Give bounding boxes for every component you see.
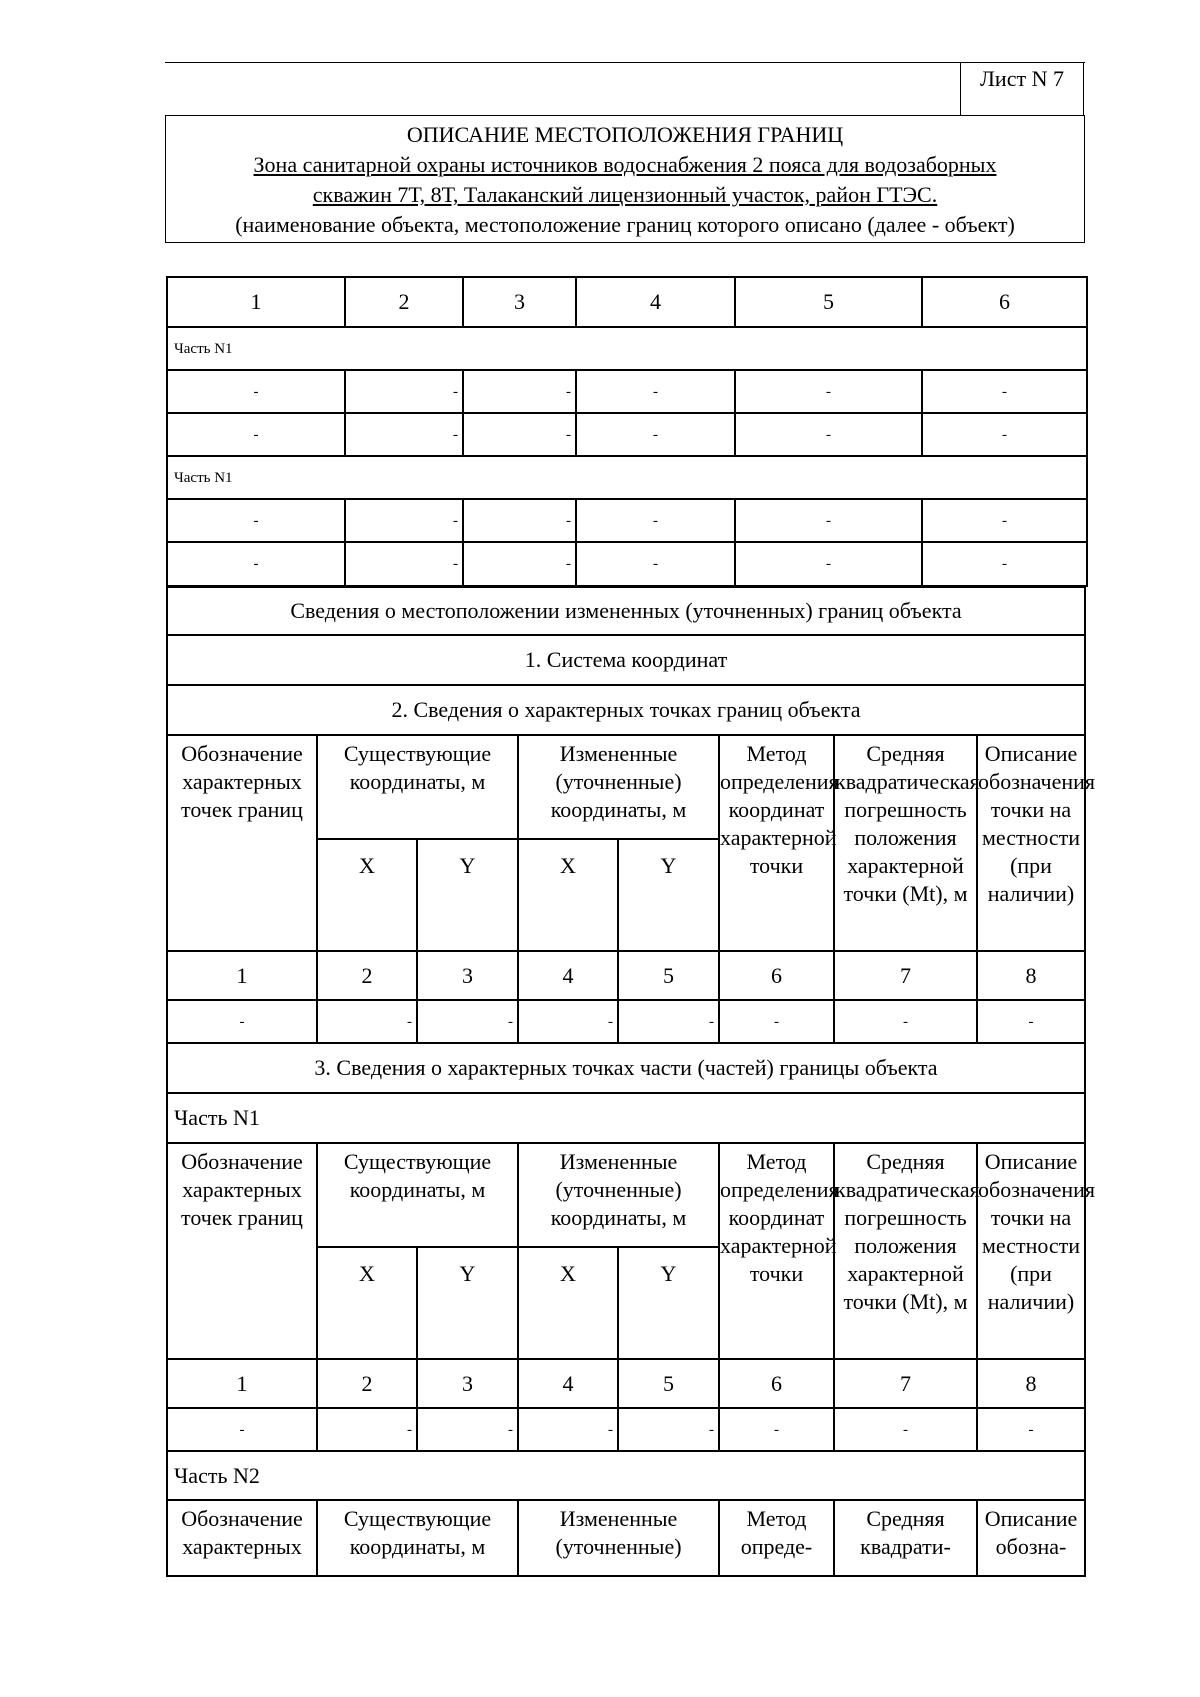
object-name-line2: скважин 7Т, 8Т, Талаканский лицензионный участок, район ГТЭС. [312,182,938,207]
col-method: Метод определения координат характерной точки [719,735,834,951]
cell: - [735,499,922,542]
cell: - [463,370,576,413]
cell: - [922,413,1087,456]
object-name-line1: Зона санитарной охраны источников водоснабжения 2 пояса для водозаборных [253,152,997,177]
cell: - [576,370,735,413]
col-error: Средняя квадратическая погрешность положения характерной точки (Mt), м [834,735,977,951]
table-row [167,1359,1085,1408]
col-changed: Измененные (уточненные) координаты, м [518,735,719,839]
cell: - [463,542,576,586]
cell: - [719,1408,834,1451]
table-row [167,1451,1085,1500]
cell: - [977,1408,1085,1451]
cell: - [167,413,345,456]
cell: - [345,499,463,542]
col-number: 6 [719,951,834,1000]
cell: - [167,499,345,542]
cell: - [576,542,735,586]
col-designation: Обозначение характерных [167,1500,317,1576]
cell: - [576,413,735,456]
part-label: Часть N1 [167,1093,1085,1143]
col-number: 4 [518,1359,618,1408]
col-y: Y [618,1247,719,1359]
cell: - [576,499,735,542]
cell: - [463,499,576,542]
table-row [167,635,1085,685]
cell: - [922,542,1087,586]
table-row [167,685,1085,735]
top-rule [165,62,1085,63]
cell: - [345,370,463,413]
cell: - [719,1000,834,1043]
col-method: Метод опреде- [719,1500,834,1576]
table-row [167,413,1087,456]
cell: - [417,1408,518,1451]
col-number: 1 [167,951,317,1000]
col-number: 8 [977,1359,1085,1408]
col-existing: Существующие координаты, м [317,1143,518,1247]
cell: - [518,1000,618,1043]
col-designation: Обозначение характерных точек границ [167,1143,317,1359]
coord-system-title: 1. Система координат [167,635,1085,685]
cell: - [463,413,576,456]
cell: - [167,370,345,413]
col-number: 2 [317,1359,417,1408]
col-y: Y [417,839,518,951]
col-number: 5 [618,1359,719,1408]
col-number: 6 [922,277,1087,327]
col-error: Средняя квадратическая погрешность положения характерной точки (Mt), м [834,1143,977,1359]
object-caption: (наименование объекта, местоположение границ которого описано (далее - объект) [235,212,1015,237]
col-existing: Существующие координаты, м [317,735,518,839]
table-header-row [167,1500,1085,1576]
part-label: Часть N2 [167,1451,1085,1500]
table-row [167,499,1087,542]
col-number: 2 [317,951,417,1000]
table-row [167,370,1087,413]
col-changed: Измененные (уточненные) [518,1500,719,1576]
cell: - [345,542,463,586]
col-method: Метод определения координат характерной точки [719,1143,834,1359]
table-header-row [167,1143,1085,1247]
col-error: Средняя квадрати- [834,1500,977,1576]
col-y: Y [618,839,719,951]
cell: - [317,1408,417,1451]
col-number: 5 [735,277,922,327]
cell: - [345,413,463,456]
col-number: 2 [345,277,463,327]
table-row [167,1093,1085,1143]
col-x: X [317,839,417,951]
table-row [167,1408,1085,1451]
table-row [167,277,1087,327]
cell: - [167,1000,317,1043]
col-description: Описание обозна- [977,1500,1085,1576]
cell: - [518,1408,618,1451]
cell: - [834,1408,977,1451]
cell: - [317,1000,417,1043]
section-title: Сведения о местоположении измененных (уточненных) границ объекта [167,587,1085,635]
col-x: X [518,1247,618,1359]
col-y: Y [417,1247,518,1359]
col-number: 1 [167,1359,317,1408]
col-number: 7 [834,951,977,1000]
cell: - [735,413,922,456]
col-description: Описание обозначения точки на местности (при наличии) [977,735,1085,951]
col-x: X [518,839,618,951]
cell: - [977,1000,1085,1043]
col-number: 8 [977,951,1085,1000]
cell: - [922,370,1087,413]
document-title: ОПИСАНИЕ МЕСТОПОЛОЖЕНИЯ ГРАНИЦ [406,122,844,147]
table-row [167,951,1085,1000]
cell: - [735,542,922,586]
part-label: Часть N1 [167,327,1087,370]
col-description: Описание обозначения точки на местности (при наличии) [977,1143,1085,1359]
cell: - [834,1000,977,1043]
table-row [167,327,1087,370]
sheet-number: Лист N 7 [960,62,1084,115]
cell: - [618,1000,719,1043]
cell: - [167,1408,317,1451]
table-row [167,1000,1085,1043]
cell: - [417,1000,518,1043]
col-number: 4 [518,951,618,1000]
cell: - [735,370,922,413]
points-title: 2. Сведения о характерных точках границ объекта [167,685,1085,735]
col-x: X [317,1247,417,1359]
table-header-row [167,735,1085,839]
col-number: 7 [834,1359,977,1408]
table-row [167,587,1085,635]
table-row [167,1043,1085,1093]
part-label: Часть N1 [167,456,1087,499]
existing-parts-table [166,276,1088,587]
cell: - [167,542,345,586]
col-number: 3 [417,1359,518,1408]
changed-boundaries-table [166,586,1096,1577]
col-number: 3 [417,951,518,1000]
document-header [165,115,1085,243]
cell: - [618,1408,719,1451]
col-number: 5 [618,951,719,1000]
col-number: 1 [167,277,345,327]
col-number: 3 [463,277,576,327]
cell: - [922,499,1087,542]
col-number: 6 [719,1359,834,1408]
parts-title: 3. Сведения о характерных точках части (частей) границы объекта [167,1043,1085,1093]
col-number: 4 [576,277,735,327]
col-designation: Обозначение характерных точек границ [167,735,317,951]
col-existing: Существующие координаты, м [317,1500,518,1576]
table-row [167,542,1087,586]
table-row [167,456,1087,499]
col-changed: Измененные (уточненные) координаты, м [518,1143,719,1247]
